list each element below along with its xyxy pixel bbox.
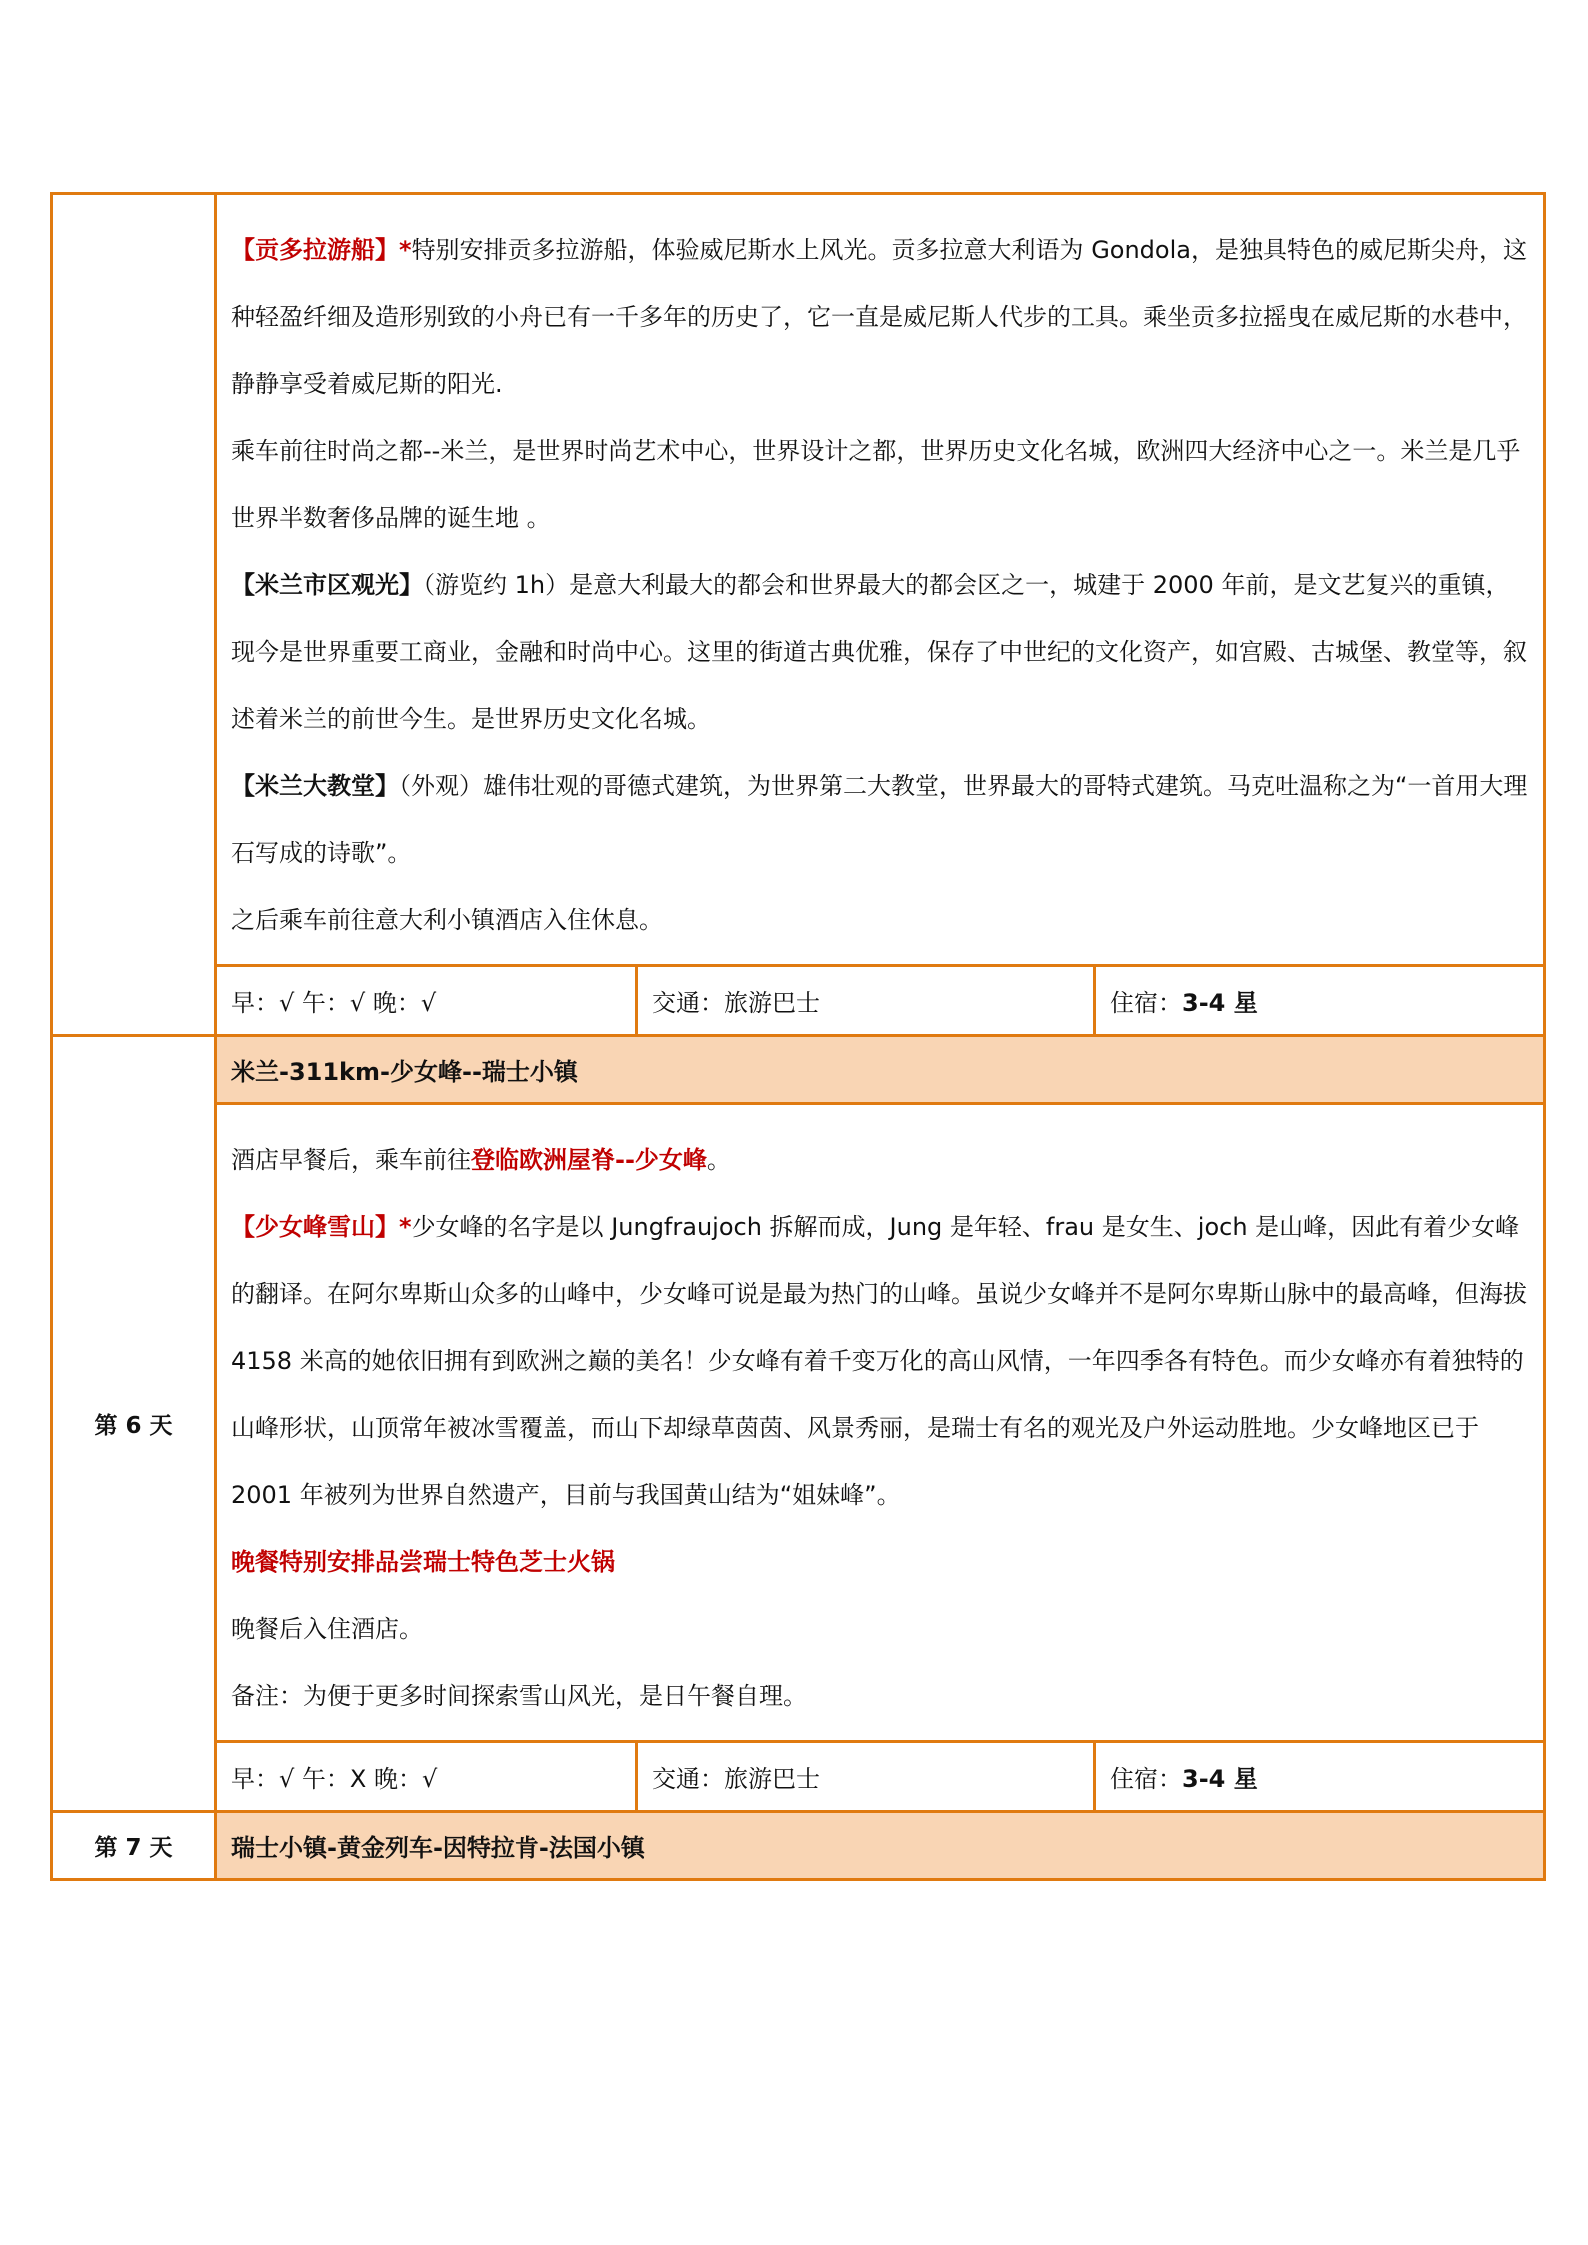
day6-stay (1093, 1743, 1543, 1810)
day5-meals: 早：√ 午：√ 晚：√ (231, 989, 437, 1017)
itinerary-table (50, 192, 1546, 1881)
day6-intro-highlight: 登临欧洲屋脊--少女峰 (471, 1146, 707, 1174)
dinner-highlight: 晚餐特别安排品尝瑞士特色芝士火锅 (231, 1548, 615, 1576)
day6-meals: 早：√ 午：X 晚：√ (231, 1765, 438, 1793)
jungfrau-tag: 【少女峰雪山】* (231, 1213, 412, 1241)
day5-hotel-text: 之后乘车前往意大利小镇酒店入住休息。 (231, 906, 663, 934)
day5-stay (1093, 967, 1543, 1034)
after-dinner-text: 晚餐后入住酒店。 (231, 1615, 423, 1643)
itinerary-page (50, 192, 1546, 1881)
day7-label: 第 7 天 (52, 1812, 216, 1880)
day6-title-row (52, 1036, 1545, 1104)
day6-stay-value: 3-4 星 (1182, 1765, 1258, 1793)
jungfrau-text: 少女峰的名字是以 Jungfraujoch 拆解而成，Jung 是年轻、frau 是女生、joch 是山峰，因此有着少女峰的翻译。在阿尔卑斯山众多的山峰中，少女峰可说是最为热门的山峰。虽说少女峰并不是阿尔卑斯山脉中的最高峰，但海拔 4158 米高的她依旧拥有到欧洲之巅的美名！少女峰有着千变万化的高山风情，一年四季各有特色。而少女峰亦有着独特的山峰形状，山顶常年被冰雪覆盖，而山下却绿草茵茵、风景秀丽，是瑞士有名的观光及户外运动胜地。少女峰地区已于 2001 年被列为世界自然遗产，目前与我国黄山结为“姐妹峰”。 (231, 1213, 1527, 1509)
cathedral-paragraph (231, 753, 1529, 887)
day6-stay-label: 住宿： (1110, 1765, 1182, 1793)
day5-meta-cell (216, 966, 1545, 1036)
milan-city-tag: 【米兰市区观光】 (231, 571, 423, 599)
day6-meta-cell (216, 1742, 1545, 1812)
milan-city-paragraph (231, 552, 1529, 753)
day6-description (216, 1104, 1545, 1742)
day6-intro-pre: 酒店早餐后，乘车前往 (231, 1146, 471, 1174)
day5-day-cell (52, 194, 216, 1036)
day6-intro-post: 。 (706, 1146, 731, 1174)
jungfrau-paragraph (231, 1194, 1529, 1529)
cathedral-tag: 【米兰大教堂】 (231, 772, 399, 800)
day5-meta-row (52, 966, 1545, 1036)
day6-note: 备注：为便于更多时间探索雪山风光，是日午餐自理。 (231, 1682, 807, 1710)
day7-title: 瑞士小镇-黄金列车-因特拉肯-法国小镇 (216, 1812, 1545, 1880)
day5-transport: 交通：旅游巴士 (635, 967, 1093, 1034)
day6-title: 米兰-311km-少女峰--瑞士小镇 (216, 1036, 1545, 1104)
day5-description (216, 194, 1545, 966)
day7-title-row (52, 1812, 1545, 1880)
day5-stay-value: 3-4 星 (1182, 989, 1258, 1017)
day5-row (52, 194, 1545, 966)
day5-stay-label: 住宿： (1110, 989, 1182, 1017)
gondola-tag: 【贡多拉游船】* (231, 236, 412, 264)
gondola-paragraph (231, 217, 1529, 418)
gondola-text: 特别安排贡多拉游船，体验威尼斯水上风光。贡多拉意大利语为 Gondola，是独具特色的威尼斯尖舟，这种轻盈纤细及造形别致的小舟已有一千多年的历史了，它一直是威尼斯人代步的工具。乘坐贡多拉摇曳在威尼斯的水巷中，静静享受着威尼斯的阳光. (231, 236, 1527, 398)
milan-city-text: （游览约 1h）是意大利最大的都会和世界最大的都会区之一，城建于 2000 年前，是文艺复兴的重镇，现今是世界重要工商业，金融和时尚中心。这里的街道古典优雅，保存了中世纪的文化资产，如宫殿、古城堡、教堂等，叙述着米兰的前世今生。是世界历史文化名城。 (231, 571, 1527, 733)
day6-meta-row (52, 1742, 1545, 1812)
day6-label: 第 6 天 (52, 1036, 216, 1812)
day6-intro (231, 1127, 1529, 1194)
day6-transport: 交通：旅游巴士 (635, 1743, 1093, 1810)
milan-intro: 乘车前往时尚之都--米兰，是世界时尚艺术中心，世界设计之都，世界历史文化名城，欧洲四大经济中心之一。米兰是几乎世界半数奢侈品牌的诞生地 。 (231, 437, 1521, 532)
cathedral-text: （外观）雄伟壮观的哥德式建筑，为世界第二大教堂，世界最大的哥特式建筑。马克吐温称之为“一首用大理石写成的诗歌”。 (231, 772, 1528, 867)
day6-row (52, 1104, 1545, 1742)
